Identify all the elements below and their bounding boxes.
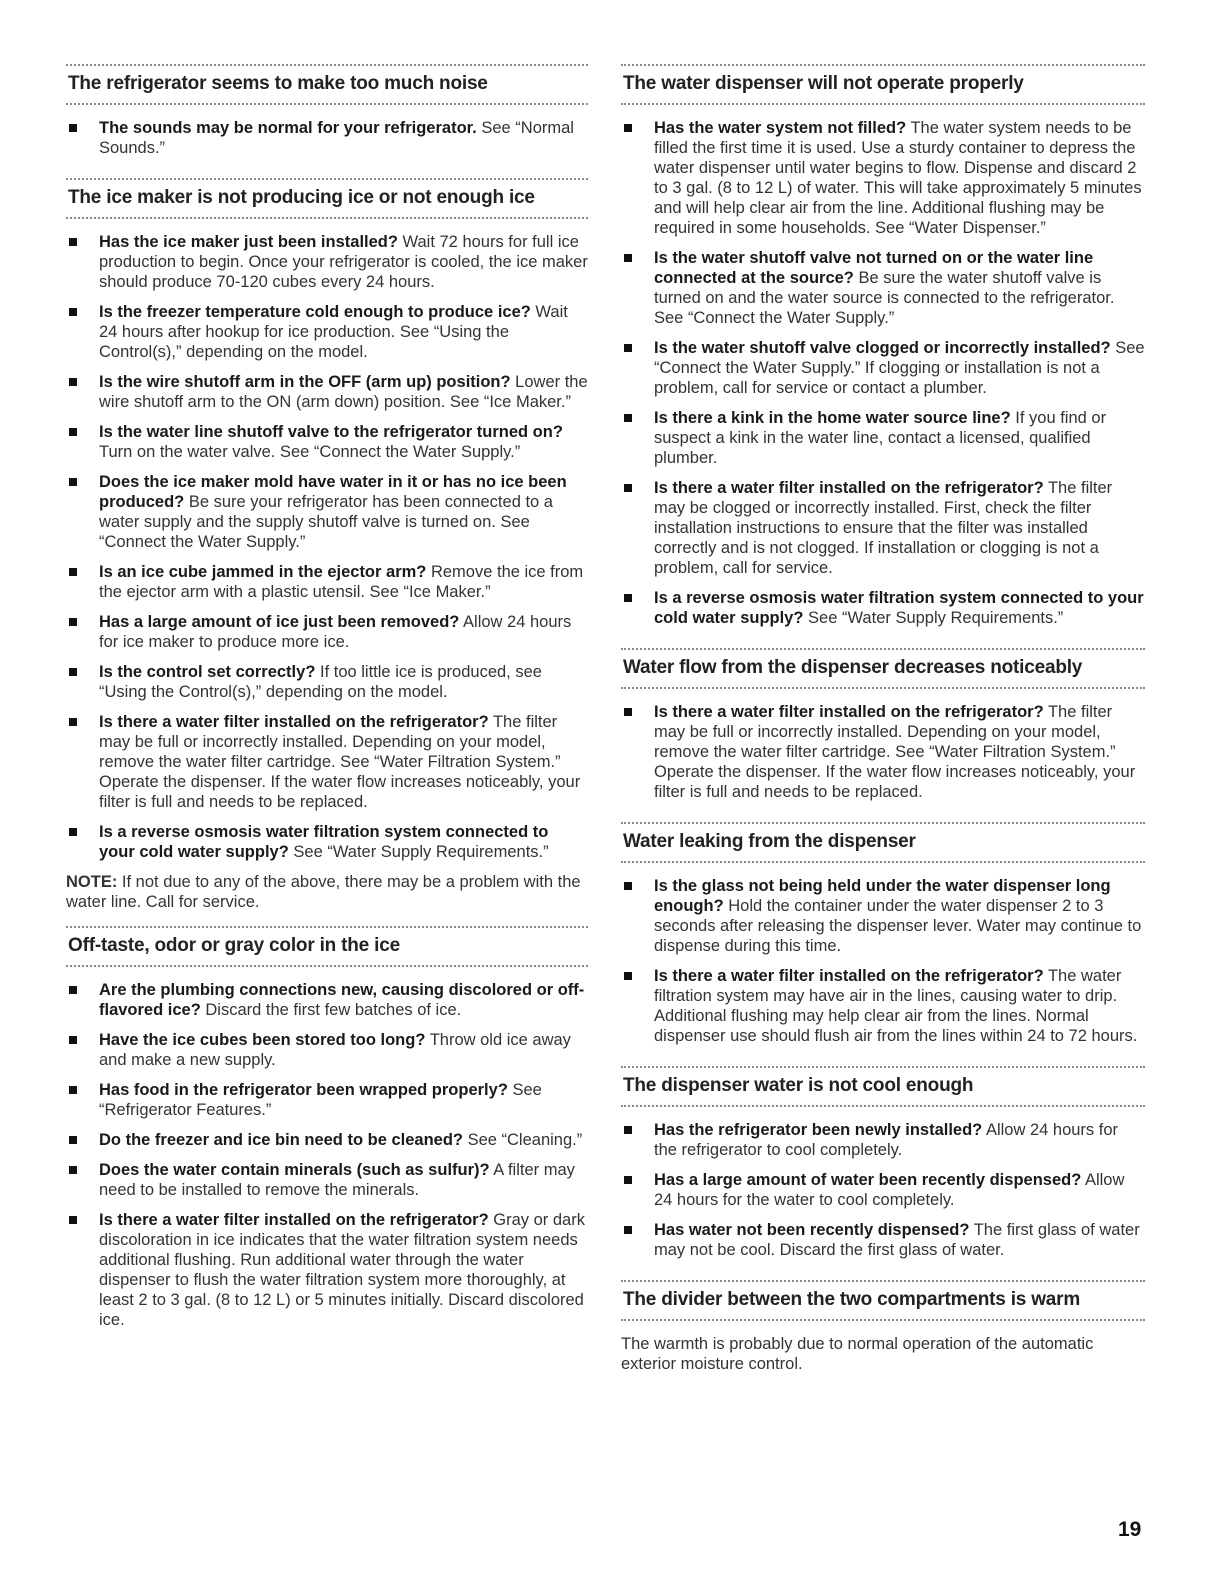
square-bullet-icon bbox=[624, 882, 632, 890]
item-question: Is the glass not being held under the water dispenser long enough? bbox=[654, 877, 1111, 915]
section-off-taste bbox=[66, 926, 588, 1330]
square-bullet-icon bbox=[624, 594, 632, 602]
item-question: Have the ice cubes been stored too long? bbox=[99, 1031, 426, 1049]
square-bullet-icon bbox=[69, 124, 77, 132]
item-answer: Discard the first few batches of ice. bbox=[200, 1001, 462, 1019]
list-item bbox=[621, 118, 1145, 238]
square-bullet-icon bbox=[69, 618, 77, 626]
item-answer: Allow 24 hours for the refrigerator to cool completely. bbox=[654, 1121, 1119, 1159]
list-item bbox=[621, 1170, 1145, 1210]
item-question: Is the freezer temperature cold enough to produce ice? bbox=[99, 303, 531, 321]
item-question: Has water not been recently dispensed? bbox=[654, 1221, 970, 1239]
item-answer: Wait 24 hours after hookup for ice production. See “Using the Control(s),” depending on the model. bbox=[99, 303, 568, 361]
item-answer: If too little ice is produced, see “Using the Control(s),” depending on the model. bbox=[99, 663, 542, 701]
section-water-flow bbox=[621, 648, 1145, 802]
square-bullet-icon bbox=[69, 478, 77, 486]
square-bullet-icon bbox=[624, 344, 632, 352]
item-question: Do the freezer and ice bin need to be cleaned? bbox=[99, 1131, 463, 1149]
square-bullet-icon bbox=[69, 1216, 77, 1224]
list-item bbox=[66, 118, 588, 158]
item-question: Is the control set correctly? bbox=[99, 663, 316, 681]
square-bullet-icon bbox=[69, 718, 77, 726]
square-bullet-icon bbox=[69, 428, 77, 436]
item-answer: A filter may need to be installed to remove the minerals. bbox=[99, 1161, 575, 1199]
list-item bbox=[66, 662, 588, 702]
section-water-leaking bbox=[621, 822, 1145, 1046]
item-question: Is a reverse osmosis water filtration system connected to your cold water supply? bbox=[654, 589, 1144, 627]
section-heading: The dispenser water is not cool enough bbox=[621, 1066, 1145, 1107]
item-question: Has a large amount of water been recently dispensed? bbox=[654, 1171, 1082, 1189]
list-item bbox=[66, 472, 588, 552]
square-bullet-icon bbox=[624, 124, 632, 132]
item-question: Is the wire shutoff arm in the OFF (arm up) position? bbox=[99, 373, 511, 391]
square-bullet-icon bbox=[624, 414, 632, 422]
section-heading: The water dispenser will not operate properly bbox=[621, 64, 1145, 105]
item-answer: The first glass of water may not be cool. Discard the first glass of water. bbox=[654, 1221, 1140, 1259]
list-item bbox=[621, 1120, 1145, 1160]
item-question: Does the ice maker mold have water in it or has no ice been produced? bbox=[99, 473, 567, 511]
list-item bbox=[66, 232, 588, 292]
list-item bbox=[66, 422, 588, 462]
item-answer: The filter may be clogged or incorrectly installed. First, check the filter installation instructions to ensure that the filter was installed correctly and is not clogged. If installation or clogging is not a problem, call for service. bbox=[654, 479, 1113, 577]
item-answer: The filter may be full or incorrectly installed. Depending on your model, remove the water filter cartridge. See “Water Filtration System.” Operate the dispenser. If the water flow increases noticeably, your filter is full and needs to be replaced. bbox=[99, 713, 581, 811]
square-bullet-icon bbox=[69, 568, 77, 576]
item-question: The sounds may be normal for your refrigerator. bbox=[99, 119, 477, 137]
item-question: Is an ice cube jammed in the ejector arm? bbox=[99, 563, 427, 581]
list-item bbox=[621, 338, 1145, 398]
item-answer: The water filtration system may have air in the lines, causing water to drip. Additional flushing may help clear air from the lines. Normal dispenser use should flush air from the lines within 24 to 72 hours. bbox=[654, 967, 1138, 1045]
list-item bbox=[621, 1220, 1145, 1260]
item-answer: Turn on the water valve. See “Connect the Water Supply.” bbox=[99, 443, 521, 461]
item-answer: The filter may be full or incorrectly installed. Depending on your model, remove the water filter cartridge. See “Water Filtration System.” Operate the dispenser. If the water flow increases noticeably, your filter is full and needs to be replaced. bbox=[654, 703, 1136, 801]
list-item bbox=[66, 822, 588, 862]
section-ice-maker bbox=[66, 178, 588, 912]
list-item bbox=[66, 1130, 588, 1150]
list-item bbox=[66, 302, 588, 362]
item-answer: Allow 24 hours for ice maker to produce more ice. bbox=[99, 613, 572, 651]
square-bullet-icon bbox=[69, 1086, 77, 1094]
list-item bbox=[621, 248, 1145, 328]
page-number: 19 bbox=[1118, 1518, 1142, 1541]
section-heading: Off-taste, odor or gray color in the ice bbox=[66, 926, 588, 967]
square-bullet-icon bbox=[69, 828, 77, 836]
square-bullet-icon bbox=[624, 1126, 632, 1134]
item-question: Is there a kink in the home water source line? bbox=[654, 409, 1011, 427]
item-answer: Throw old ice away and make a new supply. bbox=[99, 1031, 571, 1069]
item-answer: Lower the wire shutoff arm to the ON (arm down) position. See “Ice Maker.” bbox=[99, 373, 588, 411]
note-label: NOTE: bbox=[66, 873, 118, 891]
section-heading: The refrigerator seems to make too much noise bbox=[66, 64, 588, 105]
item-answer: Allow 24 hours for the water to cool completely. bbox=[654, 1171, 1125, 1209]
item-answer: Wait 72 hours for full ice production to begin. Once your refrigerator is cooled, the ice maker should produce 70-120 cubes every 24 hours. bbox=[99, 233, 588, 291]
item-question: Is there a water filter installed on the refrigerator? bbox=[99, 713, 489, 731]
section-heading: Water leaking from the dispenser bbox=[621, 822, 1145, 863]
section-noise bbox=[66, 64, 588, 158]
list-item bbox=[621, 478, 1145, 578]
item-question: Has the ice maker just been installed? bbox=[99, 233, 398, 251]
item-answer: If you find or suspect a kink in the water line, contact a licensed, qualified plumber. bbox=[654, 409, 1107, 467]
square-bullet-icon bbox=[69, 668, 77, 676]
list-item bbox=[621, 408, 1145, 468]
list-item bbox=[66, 1210, 588, 1330]
item-question: Has food in the refrigerator been wrapped properly? bbox=[99, 1081, 508, 1099]
list-item bbox=[66, 562, 588, 602]
note bbox=[66, 872, 588, 912]
item-question: Is a reverse osmosis water filtration system connected to your cold water supply? bbox=[99, 823, 549, 861]
list-item bbox=[66, 612, 588, 652]
item-question: Is the water shutoff valve not turned on or the water line connected at the source? bbox=[654, 249, 1094, 287]
note-text: If not due to any of the above, there may be a problem with the water line. Call for service. bbox=[66, 873, 581, 911]
left-column bbox=[66, 64, 588, 1340]
item-question: Has the refrigerator been newly installed? bbox=[654, 1121, 983, 1139]
item-answer: Be sure the water shutoff valve is turned on and the water source is connected to the refrigerator. See “Connect the Water Supply.” bbox=[654, 269, 1115, 327]
item-question: Is there a water filter installed on the refrigerator? bbox=[654, 967, 1044, 985]
list-item bbox=[621, 702, 1145, 802]
square-bullet-icon bbox=[624, 1176, 632, 1184]
section-divider-warm bbox=[621, 1280, 1145, 1374]
item-answer: See “Connect the Water Supply.” If clogging or installation is not a problem, call for service or contact a plumber. bbox=[654, 339, 1145, 397]
square-bullet-icon bbox=[624, 484, 632, 492]
list-item bbox=[66, 372, 588, 412]
square-bullet-icon bbox=[69, 986, 77, 994]
square-bullet-icon bbox=[69, 1136, 77, 1144]
item-answer: See “Cleaning.” bbox=[463, 1131, 583, 1149]
item-question: Is the water shutoff valve clogged or incorrectly installed? bbox=[654, 339, 1111, 357]
list-item bbox=[66, 980, 588, 1020]
item-question: Is the water line shutoff valve to the refrigerator turned on? bbox=[99, 423, 563, 441]
section-dispenser-not-operating bbox=[621, 64, 1145, 628]
section-heading: The ice maker is not producing ice or not enough ice bbox=[66, 178, 588, 219]
item-question: Is there a water filter installed on the refrigerator? bbox=[654, 703, 1044, 721]
item-question: Is there a water filter installed on the refrigerator? bbox=[654, 479, 1044, 497]
item-answer: See “Normal Sounds.” bbox=[99, 119, 574, 157]
list-item bbox=[66, 1030, 588, 1070]
section-heading: The divider between the two compartments is warm bbox=[621, 1280, 1145, 1321]
item-answer: See “Water Supply Requirements.” bbox=[288, 843, 549, 861]
square-bullet-icon bbox=[624, 1226, 632, 1234]
list-item bbox=[621, 588, 1145, 628]
item-answer: See “Refrigerator Features.” bbox=[99, 1081, 542, 1119]
item-question: Has the water system not filled? bbox=[654, 119, 907, 137]
list-item bbox=[66, 1160, 588, 1200]
square-bullet-icon bbox=[69, 238, 77, 246]
list-item bbox=[621, 876, 1145, 956]
item-answer: Gray or dark discoloration in ice indicates that the water filtration system needs additional flushing. Run additional water through the water dispenser to flush the water filtration system more thoroughly, at least 2 to 3 gal. (8 to 12 L) or 5 minutes initially. Discard discolored ice. bbox=[99, 1211, 585, 1329]
item-question: Is there a water filter installed on the refrigerator? bbox=[99, 1211, 489, 1229]
section-heading: Water flow from the dispenser decreases noticeably bbox=[621, 648, 1145, 689]
item-question: Has a large amount of ice just been removed? bbox=[99, 613, 460, 631]
right-column bbox=[621, 64, 1145, 1388]
section-water-not-cool bbox=[621, 1066, 1145, 1260]
item-answer: Hold the container under the water dispenser 2 to 3 seconds after releasing the dispenser lever. Water may continue to dispense during this time. bbox=[654, 897, 1142, 955]
item-answer: Remove the ice from the ejector arm with a plastic utensil. See “Ice Maker.” bbox=[99, 563, 584, 601]
square-bullet-icon bbox=[69, 308, 77, 316]
list-item bbox=[66, 1080, 588, 1120]
list-item bbox=[66, 712, 588, 812]
item-question: Are the plumbing connections new, causing discolored or off-flavored ice? bbox=[99, 981, 585, 1019]
square-bullet-icon bbox=[624, 708, 632, 716]
section-paragraph: The warmth is probably due to normal operation of the automatic exterior moisture control. bbox=[621, 1335, 1094, 1373]
list-item bbox=[621, 966, 1145, 1046]
item-question: Does the water contain minerals (such as sulfur)? bbox=[99, 1161, 490, 1179]
square-bullet-icon bbox=[69, 1166, 77, 1174]
item-answer: Be sure your refrigerator has been connected to a water supply and the supply shutoff valve is turned on. See “Connect the Water Supply.” bbox=[99, 493, 553, 551]
square-bullet-icon bbox=[624, 972, 632, 980]
item-answer: See “Water Supply Requirements.” bbox=[803, 609, 1064, 627]
square-bullet-icon bbox=[69, 1036, 77, 1044]
square-bullet-icon bbox=[624, 254, 632, 262]
item-answer: The water system needs to be filled the first time it is used. Use a sturdy container to depress the water dispenser until water begins to flow. Dispense and discard 2 to 3 gal. (8 to 12 L) of water. This will take approximately 5 minutes and will help clear air from the line. Additional flushing may be required in some households. See “Water Dispenser.” bbox=[654, 119, 1142, 237]
square-bullet-icon bbox=[69, 378, 77, 386]
